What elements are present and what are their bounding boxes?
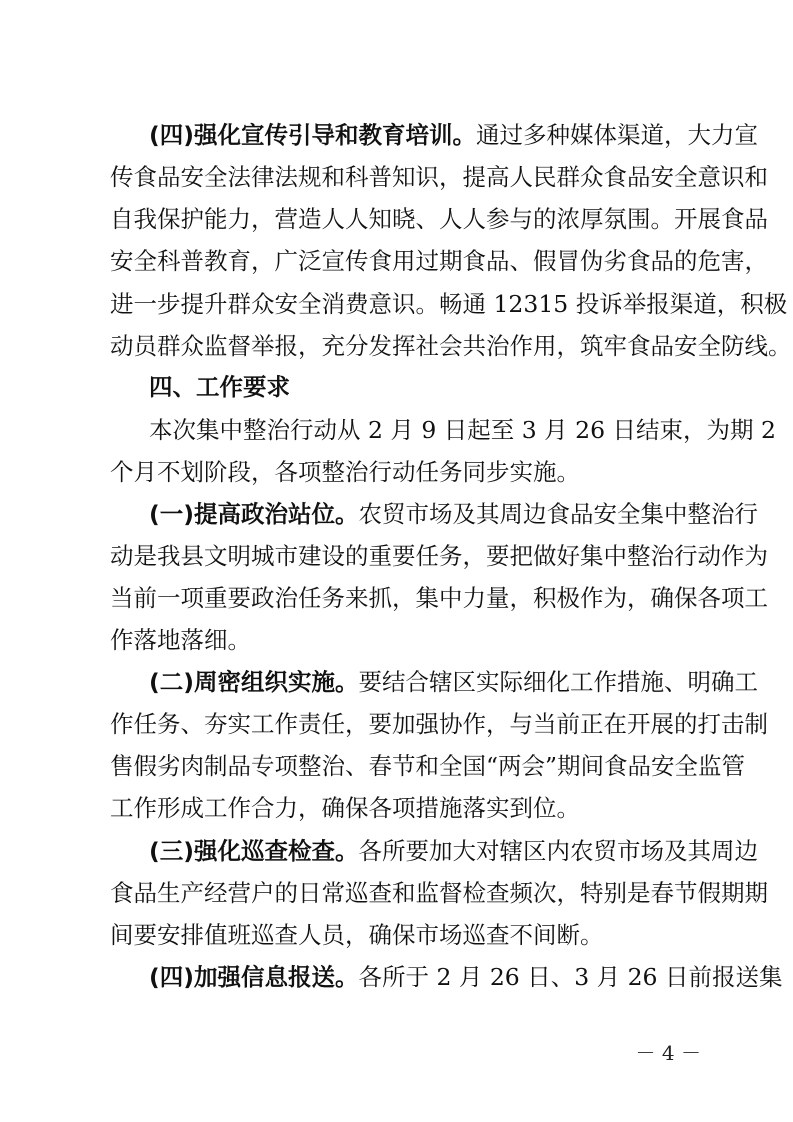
paragraph-line: 当前一项重要政治任务来抓，集中力量，积极作为，确保各项工 [110, 584, 768, 612]
paragraph-line: 本次集中整治行动从 2 月 9 日起至 3 月 26 日结束，为期 2 [149, 416, 776, 444]
paragraph-line: 间要安排值班巡查人员，确保市场巡查不间断。 [110, 921, 604, 949]
paragraph-line [149, 118, 758, 152]
paragraph-text: 要结合辖区实际细化工作措施、明确工 [358, 668, 758, 696]
paragraph-line [149, 960, 783, 994]
paragraph-line [149, 497, 758, 531]
paragraph-line: 动是我县文明城市建设的重要任务，要把做好集中整治行动作为 [110, 542, 768, 570]
page-number: － 4 － [635, 1041, 701, 1065]
paragraph-line [149, 834, 758, 868]
paragraph-line: 食品生产经营户的日常巡查和监督检查频次，特别是春节假期期 [110, 879, 768, 907]
paragraph-text: 各所要加大对辖区内农贸市场及其周边 [358, 837, 758, 865]
paragraph-line: 自我保护能力，营造人人知晓、人人参与的浓厚氛围。开展食品 [110, 205, 768, 233]
paragraph-lead: (一)提高政治站位。 [149, 500, 359, 528]
paragraph-line: 传食品安全法律法规和科普知识，提高人民群众食品安全意识和 [110, 163, 768, 191]
paragraph-line: 进一步提升群众安全消费意识。畅通 12315 投诉举报渠道，积极 [110, 290, 788, 318]
paragraph-text: 农贸市场及其周边食品安全集中整治行 [358, 500, 758, 528]
paragraph-line: 动员群众监督举报，充分发挥社会共治作用，筑牢食品安全防线。 [110, 332, 792, 360]
paragraph-line [149, 665, 758, 699]
paragraph-text: 各所于 2 月 26 日、3 月 26 日前报送集 [358, 963, 783, 991]
paragraph-lead: (二)周密组织实施。 [149, 668, 359, 696]
paragraph-line: 作任务、夯实工作责任，要加强协作，与当前正在开展的打击制 [110, 710, 768, 738]
paragraph-text: 通过多种媒体渠道，大力宣 [475, 121, 758, 149]
paragraph-lead: (四)加强信息报送。 [149, 963, 359, 991]
paragraph-line: 作落地落细。 [110, 626, 251, 654]
paragraph-line: 工作形成工作合力，确保各项措施落实到位。 [110, 794, 580, 822]
paragraph-line: 安全科普教育，广泛宣传食用过期食品、假冒伪劣食品的危害， [110, 247, 768, 275]
paragraph-line: 个月不划阶段，各项整治行动任务同步实施。 [110, 458, 580, 486]
section-heading: 四、工作要求 [149, 373, 290, 401]
paragraph-lead: (三)强化巡查检查。 [149, 837, 359, 865]
paragraph-lead: (四)强化宣传引导和教育培训。 [149, 121, 476, 149]
paragraph-line: 售假劣肉制品专项整治、春节和全国“两会”期间食品安全监管 [110, 752, 746, 780]
